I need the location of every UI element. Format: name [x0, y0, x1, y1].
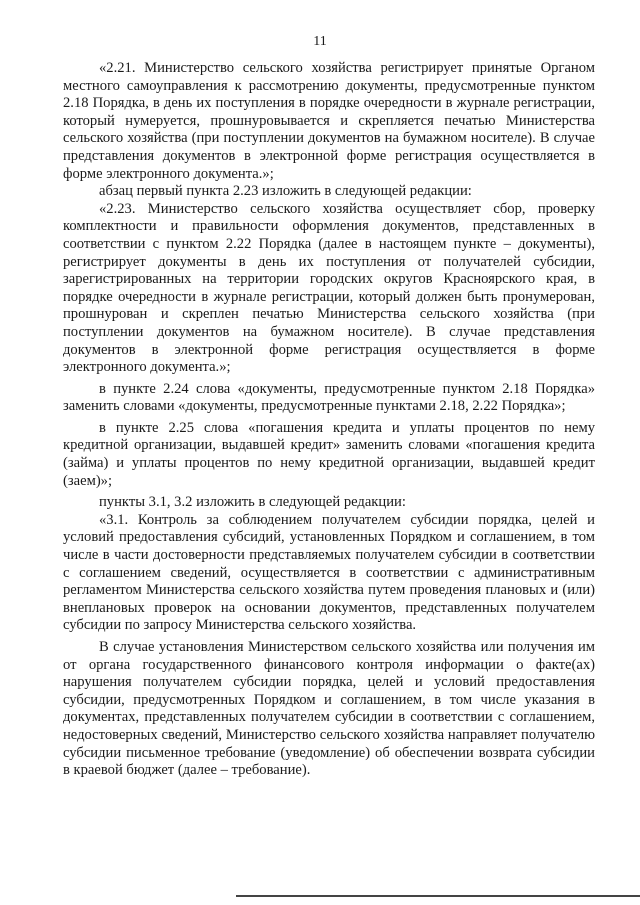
scan-edge-line [236, 895, 640, 897]
page-number: 11 [313, 34, 327, 49]
paragraph-amend-2-24: в пункте 2.24 слова «документы, предусмотренные пунктом 2.18 Порядка» заменить словами «документы, предусмотренные пунктами 2.18, 2.22 Порядка»; [63, 380, 595, 415]
paragraph-amend-3-1-3-2-intro: пункты 3.1, 3.2 изложить в следующей редакции: [99, 494, 406, 511]
paragraph-3-1: «3.1. Контроль за соблюдением получателем субсидии порядка, целей и условий предоставления субсидий, установленных Порядком и соглашением, в том числе в части достоверности представляемых получателем субсидии в соответствии с соглашением сведений, осуществляется в соответствии с административным регламентом Министерства сельского хозяйства путем проведения плановых и (или) внеплановых проверок на основании документов, представленных получателем субсидии по запросу Министерства сельского хозяйства. [63, 511, 595, 634]
paragraph-2-23: «2.23. Министерство сельского хозяйства осуществляет сбор, проверку комплектности и правильности оформления документов, представленных в соответствии с пунктом 2.22 Порядка (далее в настоящем пункте – документы), регистрирует документы в день их поступления от получателей субсидии, зарегистрированных на территории городских округов Красноярского края, в порядке очередности в журнале регистрации, который должен быть пронумерован, прошнурован и скреплен печатью Министерства сельского хозяйства (при поступлении документов на бумажном носителе). В случае представления документов в электронной форме регистрация осуществляется в форме электронного документа.»; [63, 200, 595, 376]
paragraph-amend-2-23-intro: абзац первый пункта 2.23 изложить в следующей редакции: [99, 183, 472, 200]
paragraph-3-1-violation: В случае установления Министерством сельского хозяйства или получения им от органа государственного финансового контроля информации о факте(ах) нарушения получателем субсидии порядка, целей и условий предоставления субсидии, предусмотренных Порядком и соглашением, в том числе указания в документах, представленных получателем субсидии в соответствии с соглашением, недостоверных сведений, Министерство сельского хозяйства направляет получателю субсидии письменное требование (уведомление) об обеспечении возврата субсидии в краевой бюджет (далее – требование). [63, 639, 595, 779]
paragraph-amend-2-25: в пункте 2.25 слова «погашения кредита и уплаты процентов по нему кредитной организации, выдавшей кредит» заменить словами «погашения кредита (займа) и уплаты процентов по нему кредитной организации, выдавшей кредит (заем)»; [63, 419, 595, 489]
paragraph-2-21: «2.21. Министерство сельского хозяйства регистрирует принятые Органом местного самоуправления к рассмотрению документы, предусмотренные пунктом 2.18 Порядка, в день их поступления в порядке очередности в журнале регистрации, который нумеруется, прошнуровывается и скрепляется печатью Министерства сельского хозяйства (при поступлении документов на бумажном носителе). В случае представления документов в электронной форме регистрация осуществляется в форме электронного документа.»; [63, 60, 595, 182]
document-body [63, 60, 595, 780]
